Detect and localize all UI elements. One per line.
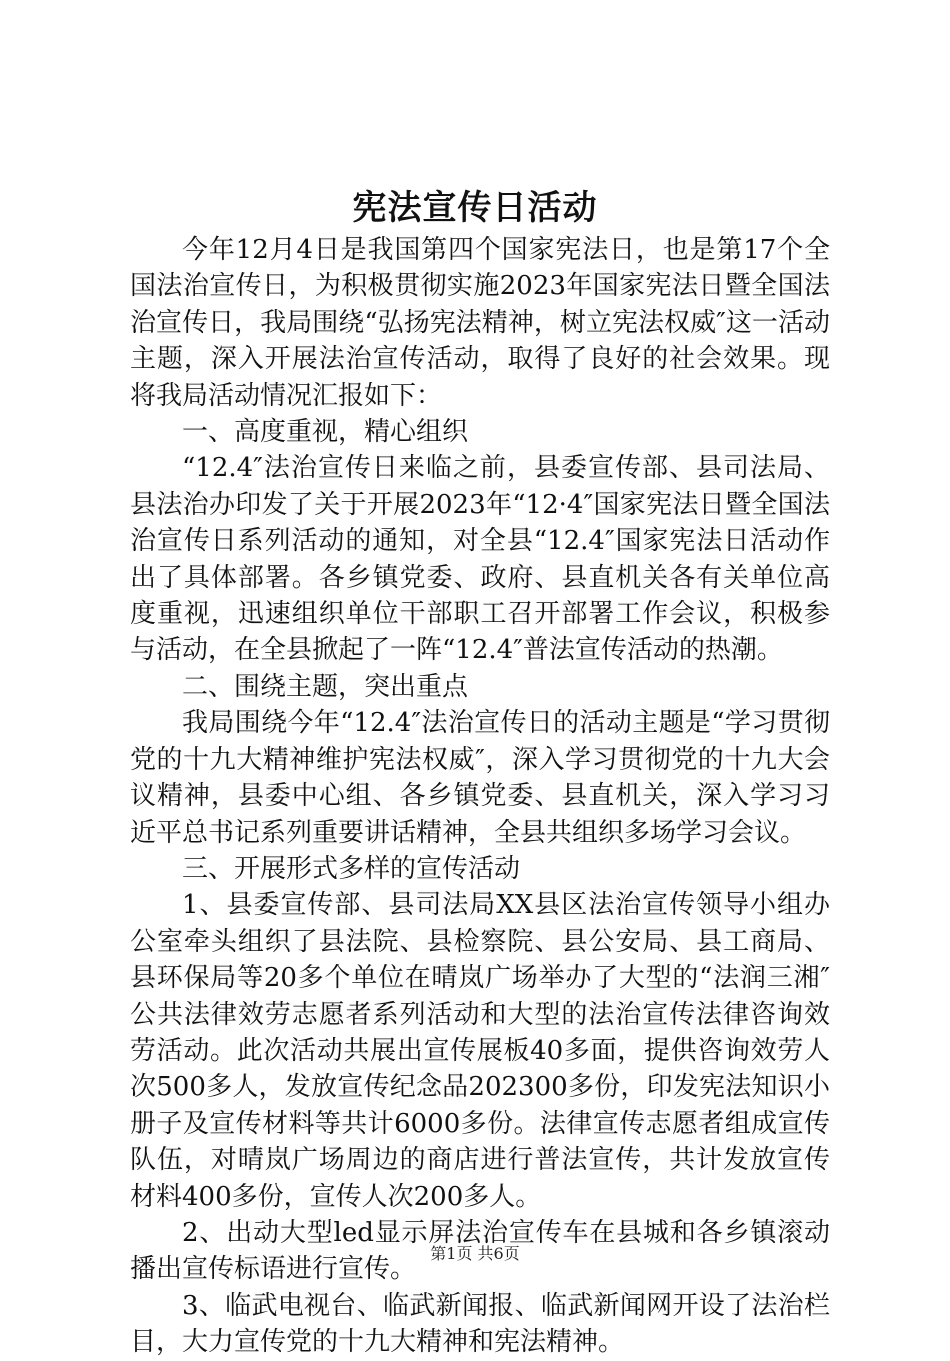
section-1-paragraph: “12.4″法治宣传日来临之前，县委宣传部、县司法局、县法治办印发了关于开展2023年“12·4″国家宪法日暨全国法治宣传日系列活动的通知，对全县“12.4″国家宪法日活动作出了具体部署。各乡镇党委、政府、县直机关各有关单位高度重视，迅速组织单位干部职工召开部署工作会议，积极参与活动，在全县掀起了一阵“12.4″普法宣传活动的热潮。: [130, 453, 830, 666]
page-number-footer: 第1页 共6页: [430, 1244, 520, 1263]
document-title: 宪法宣传日活动: [352, 188, 598, 228]
intro-paragraph: 今年12月4日是我国第四个国家宪法日，也是第17个全国法治宣传日，为积极贯彻实施2023年国家宪法日暨全国法治宣传日，我局围绕“弘扬宪法精神，树立宪法权威″这一活动主题，深入开展法治宣传活动，取得了良好的社会效果。现将我局活动情况汇报如下：: [130, 235, 830, 411]
section-3-item-3: 3、临武电视台、临武新闻报、临武新闻网开设了法治栏目，大力宣传党的十九大精神和宪法精神。: [130, 1290, 830, 1358]
section-heading-2: 二、围绕主题，突出重点: [182, 671, 469, 702]
document-body: [130, 232, 830, 1361]
section-3-item-1: 1、县委宣传部、县司法局XX县区法治宣传领导小组办公室牵头组织了县法院、县检察院、县公安局、县工商局、县环保局等20多个单位在晴岚广场举办了大型的“法润三湘″公共法律效劳志愿者系列活动和大型的法治宣传法律咨询效劳活动。此次活动共展出宣传展板40多面，提供咨询效劳人次500多人，发放宣传纪念品202300多份，印发宪法知识小册子及宣传材料等共计6000多份。法律宣传志愿者组成宣传队伍，对晴岚广场周边的商店进行普法宣传，共计发放宣传材料400多份，宣传人次200多人。: [130, 890, 830, 1212]
section-heading-3: 三、开展形式多样的宣传活动: [182, 853, 521, 884]
section-2-paragraph: 我局围绕今年“12.4″法治宣传日的活动主题是“学习贯彻党的十九大精神维护宪法权威″，深入学习贯彻党的十九大会议精神，县委中心组、各乡镇党委、县直机关，深入学习习近平总书记系列重要讲话精神，全县共组织多场学习会议。: [130, 708, 830, 848]
section-heading-1: 一、高度重视，精心组织: [182, 417, 469, 448]
section-3-item-2: 2、出动大型led显示屏法治宣传车在县城和各乡镇滚动播出宣传标语进行宣传。: [130, 1217, 830, 1285]
